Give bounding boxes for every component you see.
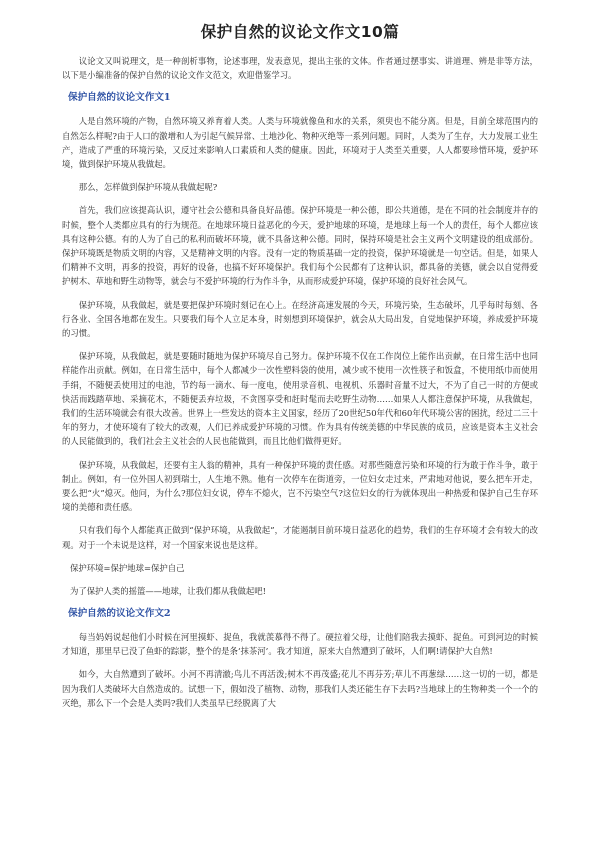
intro-paragraph: 议论文又叫说理文，是一种剖析事物，论述事理，发表意见，提出主张的文体。作者通过摆事实、讲道理、辨是非等方法，以下是小编准备的保护自然的议论文作文范文，欢迎借鉴学习。	[62, 56, 538, 81]
document-title: 保护自然的议论文作文10篇	[200, 23, 400, 41]
essay-1-paragraph-4: 保护环境，从我做起，就是要把保护环境时刻记在心上。在经济高速发展的今天，环境污染，生态破坏，几乎每时每刻、各行各业、全国各地都在发生。只要我们每个人立足本身，时刻想到环境保护，就会从大局出发，自觉地保护环境，养成爱护环境的习惯。	[62, 299, 538, 339]
essay-1-heading: 保护自然的议论文作文1	[68, 92, 171, 104]
essay-1-paragraph-2: 那么，怎样做到保护环境从我做起呢?	[78, 182, 218, 193]
essay-1-paragraph-5: 保护环境，从我做起，就是要随时随地为保护环境尽自己努力。保护环境不仅在工作岗位上能作出贡献，在日常生活中也同样能作出贡献。例如，在日常生活中，每个人都减少一次性塑料袋的使用，减少或不使用一次性筷子和饭盒，不使用纸巾而使用手绢，不随便丢使用过的电池，节约每一滴水、每一度电，使用录音机、电视机、乐器时音量不过大，不为了自己一时的方便或快活而践踏草地、采摘花木，不随便丢弃垃圾，不贪图享受和赶时髦而去吃野生动物……如果人人都注意保护环境，从我做起，我们的生活环境就会有很大改善。世界上一些发达的资本主义国家，经历了20世纪50年代和60年代环境公害的困扰，经过二三十年的努力，才使环境有了较大的改观，人们已养成爱护环境的习惯。作为具有传统美德的中华民族的成员，应该是资本主义社会的人民能做到的，我们社会主义社会的人民也能做到，而且比他们做得更好。	[62, 351, 538, 447]
essay-1-closing-line: 为了保护人类的摇篮——地球，让我们都从我做起吧!	[70, 585, 266, 596]
essay-1-paragraph-1: 人是自然环境的产物，自然环境又养育着人类。人类与环境就像鱼和水的关系，须臾也不能分离。但是，目前全球范围内的自然怎么样呢?由于人口的激增和人为引起气候异常、土地沙化、物种灭绝等一系列问题。同时，人类为了生存，大力发展工业生产，造成了严重的环境污染，又反过来影响人口素质和人类的健康。因此，环境对于人类至关重要，人人都要珍惜环境，爱护环境，做到保护环境从我做起。	[62, 116, 538, 170]
essay-2-paragraph-2: 如今，大自然遭到了破坏。小河不再清澈;鸟儿不再活泼;树木不再茂盛;花儿不再芬芳;草儿不再葱绿……这一切的一切，都是因为我们人类破坏大自然造成的。试想一下，假如没了植物、动物，那我们人类还能生存下去吗?当地球上的生物种类一个一个的灭绝，那么下一个会是人类吗?我们人类虽早已经脱离了大	[62, 669, 538, 708]
essay-1-paragraph-3: 首先，我们应该提高认识，遵守社会公德和具备良好品德。保护环境是一种公德，即公共道德，是在不同的社会制度并存的时候，整个人类都应具有的行为规范。在地球环境日益恶化的今天，爱护地球的环境，是地球上每一个人的责任，每个人都应该具有这种公德。有的人为了自己的私利而破坏环境，就不具备这种公德。同时，保持环境是社会主义两个文明建设的组成部份。保护环境既是物质文明的内容，又是精神文明的内容。没有一定的物质基础一定的投资，保护环境就是一句空话。但是，如果人们精神不文明，再多的投资，再好的设备，也搞不好环境保护。我们每个公民都有了这种认识，都具备的美德，就会以自觉得爱护树木、草地和野生动物等，就会与不爱护环境的行为作斗争，从而形成爱护环境，保护环境的良好社会风气。	[62, 205, 538, 287]
essay-2-heading: 保护自然的议论文作文2	[68, 607, 171, 619]
essay-1-paragraph-6: 保护环境，从我做起，还要有主人翁的精神，具有一种保护环境的责任感。对那些随意污染和环境的行为敢于作斗争，敢于制止。例如，有一位外国人初到瑞士，人生地不熟。他有一次停车在街道旁，一位妇女走过来，严肃地对他说，要么把车开走，要么把“火”熄灭。他问，为什么?那位妇女说，停车不熄火，岂不污染空气?这位妇女的行为就体现出一种热爱和保护自己生存环境的美德和责任感。	[62, 459, 538, 513]
essay-1-paragraph-7: 只有我们每个人都能真正做到“保护环境，从我做起”，才能遏制目前环境日益恶化的趋势，我们的生存环境才会有较大的改观。对于一个未说是这样，对一个国家来说也是这样。	[62, 525, 538, 550]
essay-1-equation-line: 保护环境=保护地球=保护自己	[70, 562, 185, 573]
essay-2-paragraph-1: 每当妈妈说起他们小时候在河里摸虾、捉鱼，我就羡慕得不得了。硬拉着父母，让他们陪我去摸虾、捉鱼。可到河边的时候才知道，那里早已没了鱼虾的踪影，整个的是条‘抹茶河’。我才知道，原来大自然遭到了破坏，人们啊!请保护大自然!	[62, 631, 538, 657]
